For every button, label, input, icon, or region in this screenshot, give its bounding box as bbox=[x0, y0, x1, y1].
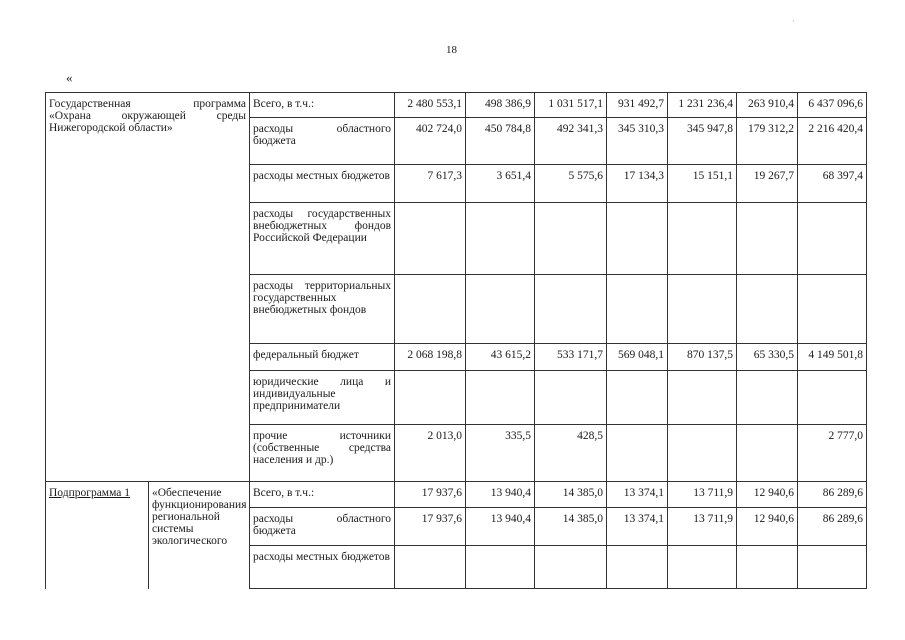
value-cell bbox=[535, 275, 607, 344]
value-cell: 13 374,1 bbox=[607, 482, 668, 508]
value-cell: 345 310,3 bbox=[607, 118, 668, 165]
value-cell bbox=[395, 546, 466, 589]
value-cell: 1 231 236,4 bbox=[668, 93, 737, 118]
scan-speck: · bbox=[792, 17, 795, 26]
value-cell: 7 617,3 bbox=[395, 165, 466, 203]
value-cell: 13 711,9 bbox=[668, 482, 737, 508]
value-cell bbox=[668, 425, 737, 482]
value-cell: 402 724,0 bbox=[395, 118, 466, 165]
value-cell bbox=[798, 371, 867, 425]
value-cell bbox=[737, 275, 798, 344]
value-cell: 335,5 bbox=[466, 425, 535, 482]
value-cell: 2 777,0 bbox=[798, 425, 867, 482]
value-cell: 2 480 553,1 bbox=[395, 93, 466, 118]
value-cell bbox=[798, 546, 867, 589]
value-cell: 14 385,0 bbox=[535, 482, 607, 508]
value-cell: 263 910,4 bbox=[737, 93, 798, 118]
value-cell: 13 940,4 bbox=[466, 508, 535, 546]
opening-quote-mark: « bbox=[66, 70, 73, 85]
value-cell: 15 151,1 bbox=[668, 165, 737, 203]
value-cell: 569 048,1 bbox=[607, 344, 668, 371]
row-label: расходы государственных внебюджетных фондов Российской Федерации bbox=[250, 203, 395, 275]
value-cell: 492 341,3 bbox=[535, 118, 607, 165]
value-cell bbox=[535, 546, 607, 589]
value-cell bbox=[466, 371, 535, 425]
funding-table bbox=[45, 92, 867, 589]
value-cell bbox=[737, 203, 798, 275]
value-cell bbox=[668, 371, 737, 425]
value-cell bbox=[395, 275, 466, 344]
subprogram-label: Подпрограмма 1 bbox=[49, 487, 131, 499]
value-cell: 12 940,6 bbox=[737, 482, 798, 508]
row-label: прочие источники (собственные средства населения и др.) bbox=[250, 425, 395, 482]
row-label: Всего, в т.ч.: bbox=[250, 93, 395, 118]
value-cell bbox=[607, 425, 668, 482]
value-cell: 4 149 501,8 bbox=[798, 344, 867, 371]
value-cell: 428,5 bbox=[535, 425, 607, 482]
row-label: юридические лица и индивидуальные предприниматели bbox=[250, 371, 395, 425]
value-cell bbox=[395, 371, 466, 425]
value-cell: 1 031 517,1 bbox=[535, 93, 607, 118]
subprogram-label-cell bbox=[46, 482, 149, 589]
value-cell: 13 711,9 bbox=[668, 508, 737, 546]
value-cell bbox=[535, 371, 607, 425]
value-cell: 345 947,8 bbox=[668, 118, 737, 165]
value-cell: 13 374,1 bbox=[607, 508, 668, 546]
value-cell bbox=[607, 275, 668, 344]
value-cell bbox=[737, 546, 798, 589]
value-cell: 17 134,3 bbox=[607, 165, 668, 203]
value-cell: 533 171,7 bbox=[535, 344, 607, 371]
value-cell bbox=[466, 203, 535, 275]
row-label: расходы местных бюджетов bbox=[250, 165, 395, 203]
value-cell bbox=[607, 203, 668, 275]
value-cell: 931 492,7 bbox=[607, 93, 668, 118]
value-cell bbox=[668, 275, 737, 344]
value-cell: 450 784,8 bbox=[466, 118, 535, 165]
value-cell bbox=[607, 546, 668, 589]
row-label: федеральный бюджет bbox=[250, 344, 395, 371]
subprogram-name-cell: «Обеспечение функционирования региональной системы экологического bbox=[149, 482, 250, 589]
value-cell: 12 940,6 bbox=[737, 508, 798, 546]
value-cell: 86 289,6 bbox=[798, 508, 867, 546]
program-name-cell: Государственная программа «Охрана окружающей среды Нижегородской области» bbox=[46, 93, 250, 482]
value-cell: 68 397,4 bbox=[798, 165, 867, 203]
value-cell: 17 937,6 bbox=[395, 508, 466, 546]
value-cell bbox=[607, 371, 668, 425]
value-cell: 2 216 420,4 bbox=[798, 118, 867, 165]
value-cell bbox=[466, 546, 535, 589]
row-label: расходы областного бюджета bbox=[250, 508, 395, 546]
row-label: расходы территориальных государственных внебюджетных фондов bbox=[250, 275, 395, 344]
value-cell: 2 068 198,8 bbox=[395, 344, 466, 371]
row-label: Всего, в т.ч.: bbox=[250, 482, 395, 508]
value-cell: 43 615,2 bbox=[466, 344, 535, 371]
value-cell bbox=[737, 425, 798, 482]
value-cell: 179 312,2 bbox=[737, 118, 798, 165]
value-cell bbox=[668, 546, 737, 589]
value-cell: 6 437 096,6 bbox=[798, 93, 867, 118]
row-label: расходы местных бюджетов bbox=[250, 546, 395, 589]
value-cell bbox=[395, 203, 466, 275]
value-cell: 498 386,9 bbox=[466, 93, 535, 118]
value-cell: 14 385,0 bbox=[535, 508, 607, 546]
value-cell: 870 137,5 bbox=[668, 344, 737, 371]
value-cell bbox=[535, 203, 607, 275]
table-row bbox=[46, 93, 867, 118]
value-cell: 86 289,6 bbox=[798, 482, 867, 508]
value-cell: 2 013,0 bbox=[395, 425, 466, 482]
value-cell bbox=[668, 203, 737, 275]
value-cell bbox=[798, 275, 867, 344]
value-cell: 3 651,4 bbox=[466, 165, 535, 203]
value-cell: 5 575,6 bbox=[535, 165, 607, 203]
value-cell bbox=[466, 275, 535, 344]
table-row bbox=[46, 482, 867, 508]
row-label: расходы областного бюджета bbox=[250, 118, 395, 165]
value-cell: 65 330,5 bbox=[737, 344, 798, 371]
value-cell bbox=[737, 371, 798, 425]
value-cell: 17 937,6 bbox=[395, 482, 466, 508]
value-cell: 19 267,7 bbox=[737, 165, 798, 203]
value-cell: 13 940,4 bbox=[466, 482, 535, 508]
page-number: 18 bbox=[446, 44, 457, 56]
value-cell bbox=[798, 203, 867, 275]
